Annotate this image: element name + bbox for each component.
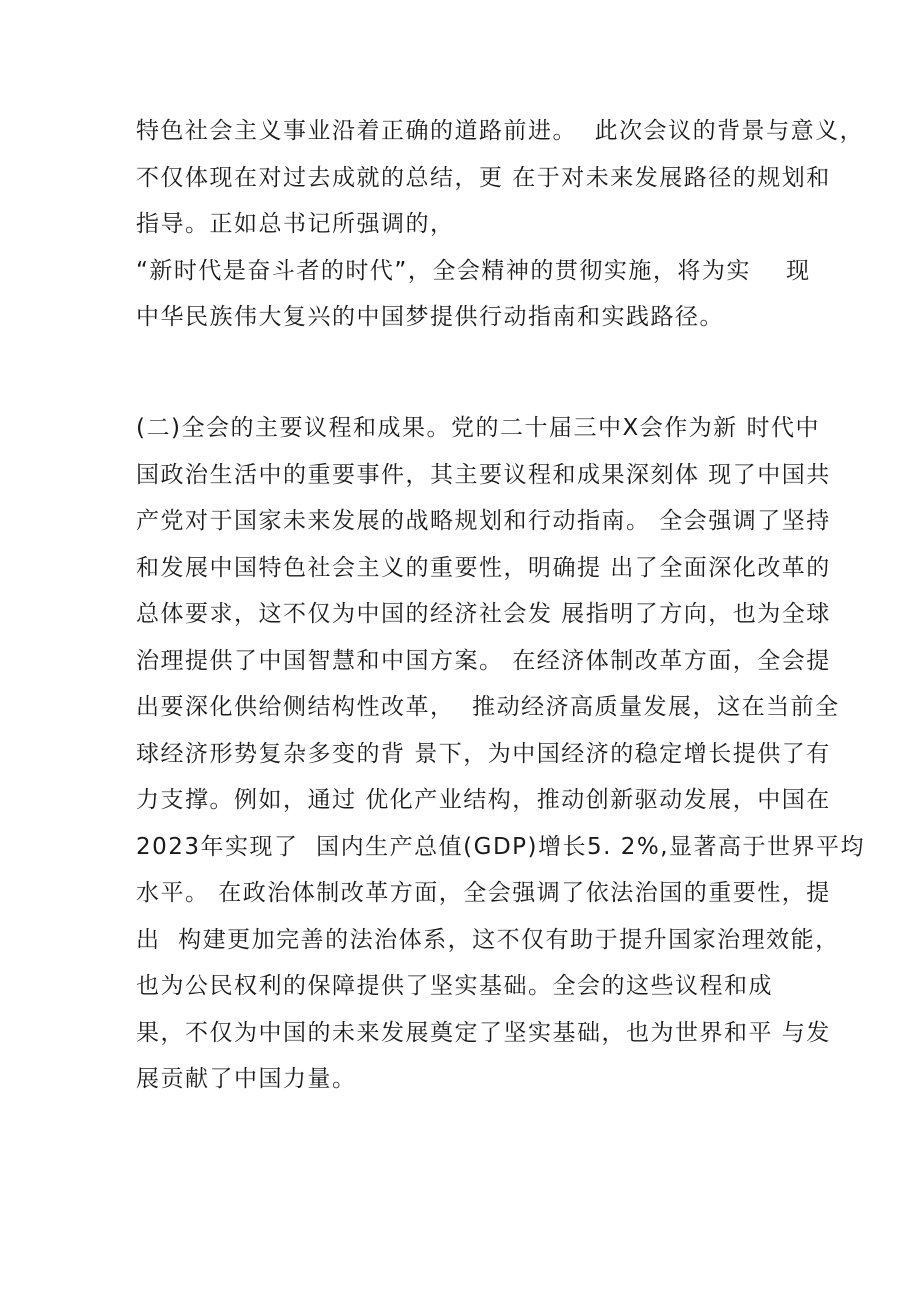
text-line: 和发展中国特色社会主义的重要性，明确提 出了全面深化改革的	[136, 554, 831, 581]
text-line: “新时代是奋斗者的时代”，全会精神的贯彻实施，将为实 现	[136, 257, 811, 284]
text-line: 出要深化供给侧结构性改革， 推动经济高质量发展，这在当前全	[136, 694, 840, 720]
text-line: 力支撑。例如，通过 优化产业结构，推动创新驱动发展，中国在	[136, 787, 831, 813]
text-line: 中华民族伟大复兴的中国梦提供行动指南和实践路径。	[136, 304, 724, 330]
text-line: 产党对于国家未来发展的战略规划和行动指南。 全会强调了坚持	[136, 508, 831, 534]
text-line: 出 构建更加完善的法治体系，这不仅有助于提升国家治理效能，	[136, 926, 840, 953]
text-line: 展贡献了中国力量。	[136, 1066, 357, 1092]
text-line: 国政治生活中的重要事件，其主要议程和成果深刻体 现了中国共	[136, 461, 831, 488]
text-line: 不仅体现在对过去成就的总结，更 在于对未来发展路径的规划和	[136, 164, 831, 191]
text-line: 2023年实现了 国内生产总值(GDP)增长5. 2%,显著高于世界平均	[136, 833, 866, 860]
text-line: 特色社会主义事业沿着正确的道路前进。 此次会议的背景与意义，	[136, 118, 865, 144]
text-line: 果，不仅为中国的未来发展奠定了坚实基础，也为世界和平 与发	[136, 1019, 831, 1046]
text-line: 总体要求，这不仅为中国的经济社会发 展指明了方向，也为全球	[136, 601, 831, 627]
text-line: (二)全会的主要议程和成果。党的二十届三中X会作为新 时代中	[136, 415, 821, 441]
text-line: 水平。 在政治体制改革方面，全会强调了依法治国的重要性，提	[136, 880, 831, 906]
paragraph-agenda-achievements	[136, 405, 866, 1103]
text-line: 治理提供了中国智慧和中国方案。 在经济体制改革方面，全会提	[136, 647, 831, 674]
text-line: 指导。正如总书记所强调的，	[136, 211, 455, 237]
text-line: 球经济形势复杂多变的背 景下，为中国经济的稳定增长提供了有	[136, 740, 831, 767]
text-line: 也为公民权利的保障提供了坚实基础。全会的这些议程和成	[136, 973, 773, 999]
paragraph-background-significance	[136, 108, 865, 341]
